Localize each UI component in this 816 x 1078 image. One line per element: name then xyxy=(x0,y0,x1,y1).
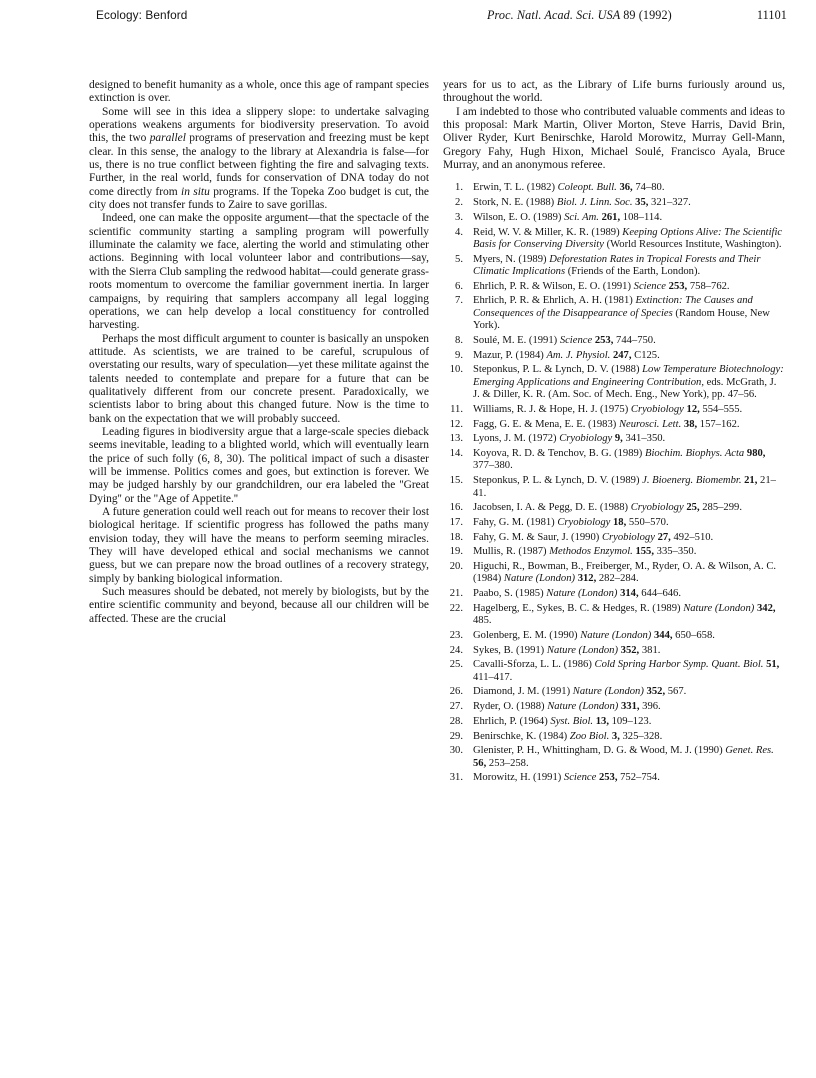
reference-number: 8. xyxy=(455,334,463,346)
reference-item xyxy=(443,745,785,770)
reference-authors: Morowitz, H. (1991) xyxy=(473,772,564,784)
reference-authors: Steponkus, P. L. & Lynch, D. V. (1989) xyxy=(473,475,643,487)
reference-number: 23. xyxy=(449,629,463,641)
reference-pages: 341–350. xyxy=(622,433,666,445)
reference-source: Coleopt. Bull. xyxy=(557,182,617,194)
reference-volume: 38, xyxy=(683,418,698,430)
reference-number: 1. xyxy=(455,182,463,194)
reference-volume: 312, xyxy=(577,573,597,585)
reference-item xyxy=(443,404,785,416)
right-column xyxy=(443,79,785,787)
reference-source: Low Temperature Biotechnology: Emerging Applications and Engineering Contribution, xyxy=(473,364,784,388)
reference-source: Cryobiology xyxy=(630,502,684,514)
journal-name: Proc. Natl. Acad. Sci. USA xyxy=(487,8,621,22)
reference-authors: Fagg, G. E. & Mena, E. E. (1983) xyxy=(473,418,619,430)
reference-number: 3. xyxy=(455,211,463,223)
reference-source: Nature (London) xyxy=(683,602,755,614)
reference-volume: 253, xyxy=(594,334,614,346)
reference-source: Cryobiology xyxy=(557,516,611,528)
reference-volume: 18, xyxy=(612,516,627,528)
reference-volume: 980, xyxy=(746,447,766,459)
reference-source: Sci. Am. xyxy=(564,211,599,223)
reference-authors: Williams, R. J. & Hope, H. J. (1975) xyxy=(473,403,631,415)
reference-item xyxy=(443,701,785,713)
reference-authors: Stork, N. E. (1988) xyxy=(473,197,557,209)
reference-source: Cryobiology xyxy=(601,531,655,543)
reference-authors: Reid, W. V. & Miller, K. R. (1989) xyxy=(473,226,623,238)
reference-volume: 247, xyxy=(612,349,632,361)
reference-pages: 377–380. xyxy=(473,460,513,472)
reference-authors: Mullis, R. (1987) xyxy=(473,546,550,558)
reference-source: Neurosci. Lett. xyxy=(618,418,682,430)
reference-authors: Fahy, G. M. (1981) xyxy=(473,516,558,528)
reference-pages: 157–162. xyxy=(697,418,740,430)
reference-source: Nature (London) xyxy=(580,629,652,641)
reference-number: 19. xyxy=(449,546,463,558)
reference-source: Science xyxy=(633,280,666,292)
reference-number: 13. xyxy=(449,433,463,445)
reference-item xyxy=(443,295,785,332)
reference-list xyxy=(443,182,785,784)
reference-number: 27. xyxy=(449,701,463,713)
reference-pages: 758–762. xyxy=(687,280,730,292)
reference-pages: 550–570. xyxy=(626,516,669,528)
reference-volume: 56, xyxy=(473,757,487,769)
reference-item xyxy=(443,254,785,279)
reference-number: 21. xyxy=(449,588,463,600)
reference-pages: C125. xyxy=(631,349,660,361)
reference-item xyxy=(443,448,785,473)
reference-number: 17. xyxy=(449,516,463,528)
reference-pages: 396. xyxy=(639,701,661,713)
reference-volume: 36, xyxy=(619,182,633,194)
paragraph: Indeed, one can make the opposite argument—that the spectacle of the scientific community starting a sampling program will powerfully illuminate the calamity we face, alerting the world and stimulating other actions. Beginning with local volunteer labor and contributions—say, with the Sierra Club sampling the redwood habitat—could generate grass-roots momentum to overcome the familiar government inertia. In larger campaigns, by requiring that samplers accompany all legal logging operations, we can help develop a local constituency for controlled harvesting. xyxy=(89,212,429,332)
reference-source: Cold Spring Harbor Symp. Quant. Biol. xyxy=(594,659,764,671)
paragraph: Such measures should be debated, not merely by biologists, but by the entire scientific community and beyond, because all our children will be affected. These are the crucial xyxy=(89,586,429,625)
reference-number: 14. xyxy=(449,447,463,459)
page-number: 11101 xyxy=(756,8,787,22)
reference-authors: Cavalli-Sforza, L. L. (1986) xyxy=(473,659,595,671)
reference-number: 18. xyxy=(449,531,463,543)
reference-item xyxy=(443,212,785,224)
reference-pages: (Random House, New York). xyxy=(473,307,770,332)
reference-pages: eds. McGrath, J. J. & Diller, K. R. (Am. Soc. of Mech. Eng., New York), pp. 47–56. xyxy=(473,376,777,401)
reference-volume: 51, xyxy=(766,659,780,671)
reference-source: Syst. Biol. xyxy=(550,715,594,727)
reference-volume: 331, xyxy=(620,701,640,713)
reference-source: Cryobiology xyxy=(630,403,684,415)
reference-pages: 282–284. xyxy=(596,573,639,585)
reference-volume: 35, xyxy=(635,197,649,209)
reference-number: 7. xyxy=(455,295,463,307)
reference-pages: (World Resources Institute, Washington). xyxy=(606,238,782,250)
reference-volume: 314, xyxy=(620,588,639,600)
reference-pages: 321–327. xyxy=(648,197,691,209)
journal-volume: 89 (1992) xyxy=(623,8,672,22)
reference-pages: 744–750. xyxy=(613,334,656,346)
reference-source: Am. J. Physiol. xyxy=(546,349,611,361)
reference-pages: 325–328. xyxy=(619,730,663,742)
reference-volume: 155, xyxy=(635,546,654,558)
reference-item xyxy=(443,588,785,600)
reference-number: 2. xyxy=(455,197,463,209)
reference-volume: 352, xyxy=(620,644,640,656)
reference-volume: 342, xyxy=(756,602,776,614)
reference-item xyxy=(443,197,785,209)
reference-pages: 109–123. xyxy=(608,715,652,727)
reference-number: 11. xyxy=(450,403,463,415)
reference-item xyxy=(443,517,785,529)
reference-number: 5. xyxy=(455,253,463,265)
reference-volume: 253, xyxy=(598,772,618,784)
reference-item xyxy=(443,532,785,544)
reference-item xyxy=(443,561,785,586)
left-column xyxy=(89,79,429,626)
reference-pages: 492–510. xyxy=(670,531,714,543)
reference-pages: 74–80. xyxy=(632,182,665,194)
reference-source: Nature (London) xyxy=(546,644,618,656)
reference-number: 10. xyxy=(449,364,463,376)
reference-volume: 25, xyxy=(686,502,700,514)
reference-source: Science xyxy=(563,772,597,784)
reference-item xyxy=(443,603,785,628)
paragraph: Some will see in this idea a slippery slope: to undertake salvaging operations weakens arguments for biodiversity preservation. To avoid this, the two parallel programs of preservation and freezing must be kept clear. In this sense, the analogy to the library at Alexandria is false—for us, there is no true conflict between fighting the fire and salvaging texts. Further, in the real world, funds for conservation of DNA today do not come directly from in situ programs. If the Topeka Zoo budget is cut, the city does not transfer funds to Zaire to save gorillas. xyxy=(89,105,430,212)
reference-authors: Steponkus, P. L. & Lynch, D. V. (1988) xyxy=(473,364,643,376)
reference-authors: Ehrlich, P. R. & Wilson, E. O. (1991) xyxy=(473,280,634,292)
reference-authors: Myers, N. (1989) xyxy=(473,253,550,265)
reference-number: 9. xyxy=(455,349,463,361)
reference-source: Nature (London) xyxy=(572,686,644,698)
reference-item xyxy=(443,659,785,684)
reference-item xyxy=(443,364,785,401)
reference-number: 12. xyxy=(449,418,463,430)
reference-authors: Diamond, J. M. (1991) xyxy=(473,686,573,698)
reference-item xyxy=(443,433,785,445)
reference-number: 6. xyxy=(455,280,463,292)
reference-authors: Koyova, R. D. & Tenchov, B. G. (1989) xyxy=(473,447,645,459)
reference-source: Keeping Options Alive: The Scientific Basis for Conserving Diversity xyxy=(473,226,783,250)
paragraph: Perhaps the most difficult argument to counter is basically an unspoken attitude. As scientists, we are trained to be careful, scrupulous of overstating our results, wary of speculation—yet these militate against the talents needed to contemplate and prepare for a future that can be qualitatively different from our concrete present. Paradoxically, we scientists labor to bring about this changed future. Now is the time to bank on the expectation that we will probably succeed. xyxy=(89,332,429,425)
reference-item xyxy=(443,630,785,642)
reference-volume: 261, xyxy=(601,211,621,223)
reference-volume: 9, xyxy=(614,433,623,445)
reference-authors: Paabo, S. (1985) xyxy=(473,588,547,600)
reference-number: 20. xyxy=(449,561,463,573)
reference-volume: 12, xyxy=(686,403,700,415)
reference-number: 26. xyxy=(449,686,463,698)
reference-item xyxy=(443,350,785,362)
reference-number: 31. xyxy=(449,772,463,784)
reference-pages: 752–754. xyxy=(617,772,660,784)
reference-pages: (Friends of the Earth, London). xyxy=(567,266,701,278)
reference-volume: 344, xyxy=(653,629,673,641)
reference-pages: 411–417. xyxy=(473,671,513,683)
reference-item xyxy=(443,731,785,743)
reference-pages: 567. xyxy=(665,686,687,698)
reference-pages: 335–350. xyxy=(654,546,697,558)
reference-item xyxy=(443,546,785,558)
paragraph: A future generation could well reach out for means to recover their lost biological heritage. If scientific progress has followed the paths many envision today, they will have the means to perform seeming miracles. They will have developed ethical and social mechanisms we cannot guess, but we can prepare now the broad outlines of a recovery strategy, simply by banking biological information. xyxy=(89,506,429,585)
running-header-journal xyxy=(487,8,787,22)
reference-authors: Jacobsen, I. A. & Pegg, D. E. (1988) xyxy=(473,502,631,514)
reference-authors: Lyons, J. M. (1972) xyxy=(473,433,560,445)
reference-pages: 253–258. xyxy=(486,757,529,769)
reference-source: Biol. J. Linn. Soc. xyxy=(556,197,633,209)
paragraph: Leading figures in biodiversity argue that a large-scale species dieback seems inevitable, leading to a blighted world, which will eventually learn the price of such folly (6, 8, 30). The political impact of such a disaster will be immense. Politics comes and goes, but extinction is forever. We may be judged harshly by our grandchildren, our era labeled the ''Great Dying'' or the ''Age of Appetite.'' xyxy=(89,425,429,505)
reference-number: 28. xyxy=(449,715,463,727)
reference-number: 16. xyxy=(449,502,463,514)
reference-source: Zoo Biol. xyxy=(569,730,610,742)
reference-item xyxy=(443,182,785,194)
reference-pages: 554–555. xyxy=(699,403,743,415)
reference-source: Nature (London) xyxy=(546,588,618,600)
reference-number: 25. xyxy=(449,659,463,671)
reference-source: Deforestation Rates in Tropical Forests and Their Climatic Implications xyxy=(473,253,761,278)
reference-item xyxy=(443,335,785,347)
paragraph: years for us to act, as the Library of Life burns furiously around us, throughout the world. xyxy=(443,79,785,105)
reference-source: Genet. Res. xyxy=(725,745,774,757)
reference-authors: Higuchi, R., Bowman, B., Freiberger, M., Ryder, O. A. & Wilson, A. C. (1984) xyxy=(473,561,777,585)
reference-source: Biochim. Biophys. Acta xyxy=(644,447,745,459)
reference-volume: 253, xyxy=(668,280,688,292)
reference-authors: Ehrlich, P. (1964) xyxy=(473,715,551,727)
acknowledgments: I am indebted to those who contributed valuable comments and ideas to this proposal: Mark Martin, Oliver Morton, Steve Harris, David Brin, Oliver Ryder, Kurt Benirschke, Harold Morowitz, Murray Gell-Mann, Gregory Fahy, Hugh Hixon, Michael Soulé, Francisco Ayala, Bruce Murray, and an anonymous referee. xyxy=(443,105,785,172)
reference-item xyxy=(443,645,785,657)
reference-pages: 21–41. xyxy=(473,475,776,499)
reference-number: 29. xyxy=(449,730,463,742)
reference-item xyxy=(443,502,785,514)
reference-source: Methodos Enzymol. xyxy=(549,546,633,558)
reference-authors: Glenister, P. H., Whittingham, D. G. & Wood, M. J. (1990) xyxy=(473,745,726,757)
reference-volume: 21, xyxy=(744,475,758,487)
reference-item xyxy=(443,419,785,431)
reference-number: 15. xyxy=(449,475,463,487)
reference-item xyxy=(443,281,785,293)
reference-volume: 13, xyxy=(595,715,609,727)
reference-pages: 485. xyxy=(473,615,492,627)
running-header-section: Ecology: Benford xyxy=(96,8,188,22)
reference-authors: Wilson, E. O. (1989) xyxy=(473,211,565,223)
reference-volume: 27, xyxy=(657,531,671,543)
reference-authors: Hagelberg, E., Sykes, B. C. & Hedges, R. (1989) xyxy=(473,602,684,614)
reference-number: 24. xyxy=(449,644,463,656)
paragraph: designed to benefit humanity as a whole, once this age of rampant species extinction is over. xyxy=(89,79,429,105)
reference-source: Nature (London) xyxy=(503,573,576,585)
reference-authors: Mazur, P. (1984) xyxy=(473,349,547,361)
reference-authors: Soulé, M. E. (1991) xyxy=(473,334,560,346)
reference-authors: Benirschke, K. (1984) xyxy=(473,730,570,742)
reference-item xyxy=(443,686,785,698)
reference-number: 22. xyxy=(449,602,463,614)
reference-pages: 285–299. xyxy=(699,502,742,514)
reference-source: Science xyxy=(559,334,593,346)
reference-number: 4. xyxy=(455,226,463,238)
reference-authors: Ryder, O. (1988) xyxy=(473,701,548,713)
reference-authors: Erwin, T. L. (1982) xyxy=(473,182,558,194)
reference-source: Extinction: The Causes and Consequences of the Disappearance of Species xyxy=(473,295,753,319)
reference-item xyxy=(443,772,785,784)
reference-item xyxy=(443,475,785,500)
reference-item xyxy=(443,227,785,252)
reference-pages: 644–646. xyxy=(638,588,681,600)
reference-volume: 352, xyxy=(646,686,666,698)
reference-number: 30. xyxy=(449,745,463,757)
reference-source: Nature (London) xyxy=(547,701,619,713)
reference-pages: 108–114. xyxy=(620,211,663,223)
reference-source: J. Bioenerg. Biomembr. xyxy=(642,475,742,487)
reference-authors: Golenberg, E. M. (1990) xyxy=(473,629,581,641)
reference-pages: 650–658. xyxy=(672,629,715,641)
reference-pages: 381. xyxy=(639,644,661,656)
reference-volume: 3, xyxy=(611,730,620,742)
reference-authors: Sykes, B. (1991) xyxy=(473,644,547,656)
reference-source: Cryobiology xyxy=(559,433,613,445)
reference-authors: Fahy, G. M. & Saur, J. (1990) xyxy=(473,531,602,543)
reference-item xyxy=(443,716,785,728)
reference-authors: Ehrlich, P. R. & Ehrlich, A. H. (1981) xyxy=(473,295,636,307)
